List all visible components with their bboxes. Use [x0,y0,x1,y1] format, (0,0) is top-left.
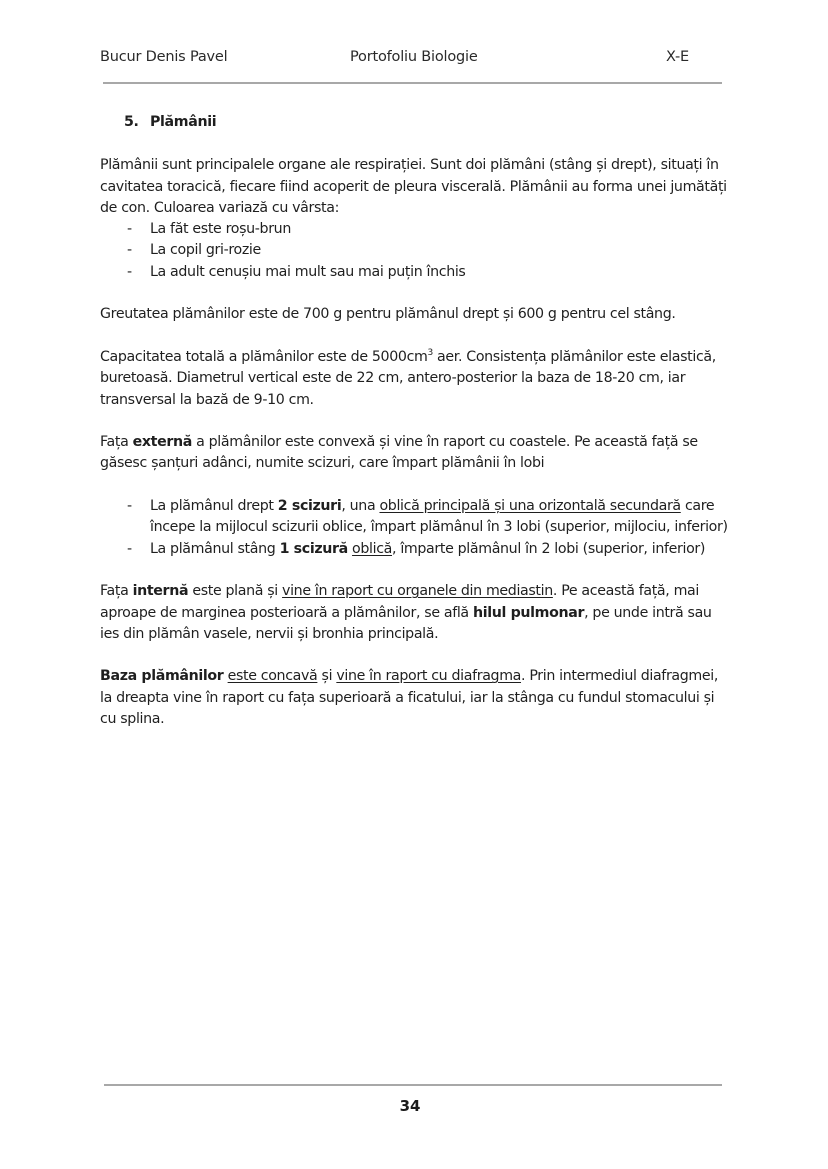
external-face-paragraph: Fața externă a plămânilor este convexă și vine în raport cu coastele. Pe această față se găsesc șanțuri adânci, numite scizuri, care împart plămânii în lobi [100,434,698,472]
list-dash: - [127,221,132,238]
footer-divider [104,1084,722,1086]
list-item: - La plămânul drept 2 scizuri, una oblică principală și una orizontală secundară care începe la mijlocul scizurii oblice, împart plămânul în 3 lobi (superior, mijlociu, inferior) [127,498,728,536]
header-title: Portofoliu Biologie [350,49,478,65]
header-author: Bucur Denis Pavel [100,49,228,65]
list-item: - La plămânul stâng 1 scizură oblică, împarte plămânul în 2 lobi (superior, inferior) [100,539,730,560]
header-class: X-E [666,49,690,65]
weight-paragraph: Greutatea plămânilor este de 700 g pentru plămânul drept și 600 g pentru cel stâng. [100,306,676,323]
color-by-age-list [100,219,730,283]
section-heading [124,112,730,133]
list-dash: - [127,242,132,259]
page-content [100,112,730,752]
page-header [100,49,692,71]
base-paragraph: Baza plămânilor este concavă și vine în raport cu diafragma. Prin intermediul diafragmei, la dreapta vine în raport cu fața superioară a ficatului, iar la stânga cu fundul stomacului și cu splina. [100,668,719,728]
list-item: - La adult cenușiu mai mult sau mai puțin închis [100,262,730,283]
header-divider [103,82,722,84]
capacity-paragraph: Capacitatea totală a plămânilor este de $5000cm^3$ aer. Consistența plămânilor este elastică, buretoasă. Diametrul vertical este de 22 cm, antero-posterior la baza de 18-20 cm, iar transversal la bază de 9-10 cm. [100,347,716,408]
list-dash: - [127,263,132,280]
list-item: - La copil gri-rozie [100,240,730,261]
list-dash: - [127,498,132,515]
lobes-list [100,496,730,560]
page-number: 34 [399,1097,421,1115]
intro-paragraph: Plămânii sunt principalele organe ale respirației. Sunt doi plămâni (stâng și drept), situați în cavitatea toracică, fiecare fiind acoperit de pleura viscerală. Plămânii au forma unei jumătăți de con. Culoarea variază cu vârsta: [100,157,727,216]
internal-face-paragraph: Fața internă este plană și vine în raport cu organele din mediastin. Pe această față, mai aproape de marginea posterioară a plămânilor, se află hilul pulmonar, pe unde intră sau ies din plămân vasele, nervii și bronhia principală. [100,583,712,642]
list-item: - La făt este roșu-brun [100,219,730,240]
section-title: Plămânii [150,114,217,130]
section-number: 5. [124,114,139,130]
list-dash: - [127,540,132,557]
